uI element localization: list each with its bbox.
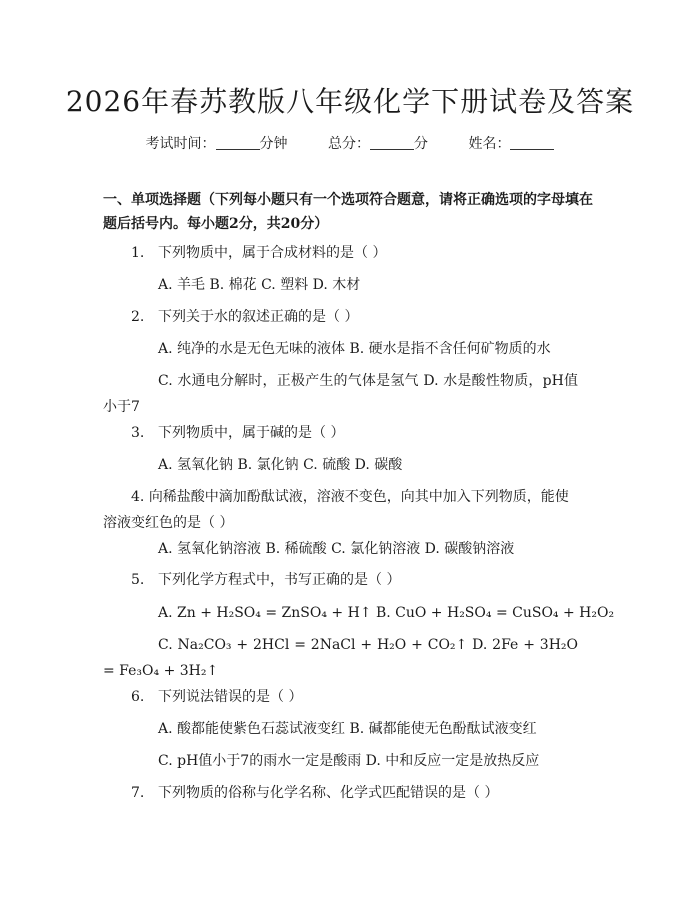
score-field <box>328 136 432 152</box>
question-number: 7. <box>131 785 145 801</box>
score-label: 总分： <box>328 136 370 152</box>
question-number: 3. <box>131 425 145 441</box>
question-6-options-c: C. pH值小于7的雨水一定是酸雨 D. 中和反应一定是放热反应 <box>158 753 540 769</box>
question-5-options-a: A. Zn + H₂SO₄ = ZnSO₄ + H↑ B. CuO + H₂SO₄ = CuSO₄ + H₂O₂ <box>158 605 615 621</box>
time-label: 考试时间： <box>145 136 216 152</box>
time-unit: 分钟 <box>259 136 288 152</box>
name-field <box>468 136 554 152</box>
question-text: 下列说法错误的是（ ） <box>158 689 303 705</box>
section-heading: 一、单项选择题（下列每小题只有一个选项符合题意，请将正确选项的字母填在题后括号内。每小题2分，共20分） <box>103 192 593 232</box>
question-number: 6. <box>131 689 145 705</box>
question-number: 5. <box>131 572 145 588</box>
exam-title: 2026年春苏教版八年级化学下册试卷及答案 <box>65 85 635 118</box>
question-4 <box>103 484 578 536</box>
score-unit: 分 <box>414 136 428 152</box>
question-text: 下列关于水的叙述正确的是（ ） <box>158 309 359 325</box>
question-5-options-c: C. Na₂CO₃ + 2HCl = 2NaCl + H₂O + CO₂↑ D. 2Fe + 3H₂O = Fe₃O₄ + 3H₂↑ <box>103 637 578 679</box>
question-text: 下列物质中，属于合成材料的是（ ） <box>158 245 387 261</box>
name-label: 姓名： <box>468 136 511 152</box>
question-4-options: A. 氢氧化钠溶液 B. 稀硫酸 C. 氯化钠溶液 D. 碳酸钠溶液 <box>158 541 515 557</box>
time-blank <box>216 137 260 150</box>
question-text: 向稀盐酸中滴加酚酞试液，溶液不变色，向其中加入下列物质，能使溶液变红色的是（ ） <box>103 489 569 531</box>
name-blank <box>510 137 554 150</box>
question-2-options-c: C. 水通电分解时，正极产生的气体是氢气 D. 水是酸性物质，pH值小于7 <box>103 373 578 415</box>
question-number: 4. <box>131 489 145 505</box>
question-text: 下列物质的俗称与化学名称、化学式匹配错误的是（ ） <box>158 785 499 801</box>
time-field <box>146 136 292 152</box>
question-text: 下列物质中，属于碱的是（ ） <box>158 425 345 441</box>
question-text: 下列化学方程式中，书写正确的是（ ） <box>158 572 401 588</box>
question-2-options-a: A. 纯净的水是无色无味的液体 B. 硬水是指不含任何矿物质的水 <box>158 341 551 357</box>
question-6-options-a: A. 酸都能使紫色石蕊试液变红 B. 碱都能使无色酚酞试液变红 <box>158 721 537 737</box>
question-3-options: A. 氢氧化钠 B. 氯化钠 C. 硫酸 D. 碳酸 <box>158 457 403 473</box>
question-number: 1. <box>131 245 145 261</box>
question-1-options: A. 羊毛 B. 棉花 C. 塑料 D. 木材 <box>158 277 361 293</box>
question-number: 2. <box>131 309 145 325</box>
exam-meta <box>0 133 700 153</box>
score-blank <box>370 137 414 150</box>
